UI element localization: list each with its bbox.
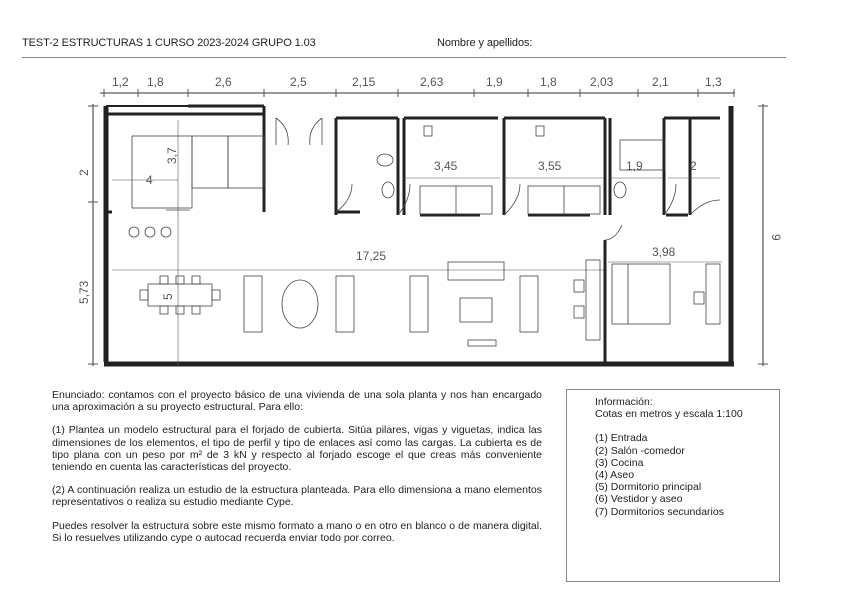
top-dim-label-3: 2,5 — [290, 75, 307, 89]
exercise-statement — [52, 389, 542, 555]
top-dim-label-10: 1,3 — [705, 75, 722, 89]
top-dim-label-1: 1,8 — [147, 75, 164, 89]
room-dim-3-45: 3,45 — [434, 159, 458, 173]
exterior-walls — [104, 106, 734, 366]
room-legend — [595, 432, 779, 517]
top-dim-label-7: 1,8 — [540, 75, 557, 89]
legend-item: (5) Dormitorio principal — [595, 481, 702, 494]
legend-item: (6) Vestidor y aseo — [595, 493, 683, 506]
interior-walls — [106, 106, 720, 364]
interior-dimension-lines — [112, 120, 722, 366]
legend-item: (2) Salón -comedor — [595, 444, 685, 457]
room-label-4: 4 — [146, 173, 153, 187]
room-dim-17-25: 17,25 — [356, 249, 387, 263]
info-box — [566, 389, 780, 582]
exam-title: TEST-2 ESTRUCTURAS 1 CURSO 2023-2024 GRUPO 1.03 — [22, 37, 316, 49]
statement-intro: Enunciado: contamos con el proyecto básico de una vivienda de una sola planta y nos han encargado una aproximación a su proyecto estructural. Para ello: — [52, 389, 542, 414]
room-dim-3-7: 3,7 — [165, 147, 179, 164]
top-dim-label-5: 2,63 — [420, 75, 444, 89]
info-title: Información: — [595, 396, 653, 408]
top-dim-label-6: 1,9 — [486, 75, 503, 89]
legend-item: (1) Entrada — [595, 432, 648, 445]
left-dim-label-1: 5,73 — [77, 280, 91, 304]
top-dim-label-9: 2,1 — [652, 75, 669, 89]
room-label-5: 5 — [161, 293, 175, 300]
room-label-2: 2 — [690, 159, 697, 173]
top-dim-label-8: 2,03 — [590, 75, 614, 89]
legend-item: (3) Cocina — [595, 456, 644, 469]
name-field-label: Nombre y apellidos: — [437, 37, 533, 49]
room-dim-3-98: 3,98 — [652, 245, 676, 259]
top-dim-label-0: 1,2 — [112, 75, 129, 89]
furniture — [129, 118, 720, 346]
top-dim-label-4: 2,15 — [352, 75, 376, 89]
left-dim-label-0: 2 — [77, 169, 91, 176]
legend-item: (7) Dormitorios secundarios — [595, 505, 724, 518]
right-dim-label: 9 — [769, 234, 783, 241]
room-dim-1-9: 1,9 — [626, 159, 643, 173]
statement-task-2: (2) A continuación realiza un estudio de la estructura planteada. Para ello dimensiona a mano elementos representativos o realiza su estudio mediante Cype. — [52, 484, 542, 509]
info-scale: Cotas en metros y escala 1:100 — [595, 408, 743, 421]
room-dim-3-55: 3,55 — [538, 159, 562, 173]
top-dim-label-2: 2,6 — [215, 75, 232, 89]
statement-task-1: (1) Plantea un modelo estructural para el forjado de cubierta. Sitúa pilares, vigas y viguetas, indica las dimensiones de los elementos, el tipo de perfil y tipo de enlaces así como las cargas. La cubierta es de tipo plana con un peso por m² de 3 kN y respecto al forjado escoge el que creas más conveniente teniendo en cuenta las características del proyecto. — [52, 424, 542, 474]
legend-item: (4) Aseo — [595, 469, 635, 482]
statement-notes: Puedes resolver la estructura sobre este mismo formato a mano o en otro en blanco o de manera digital. Si lo resuelves utilizando cype o autocad recuerda enviar todo por correo. — [52, 519, 542, 544]
